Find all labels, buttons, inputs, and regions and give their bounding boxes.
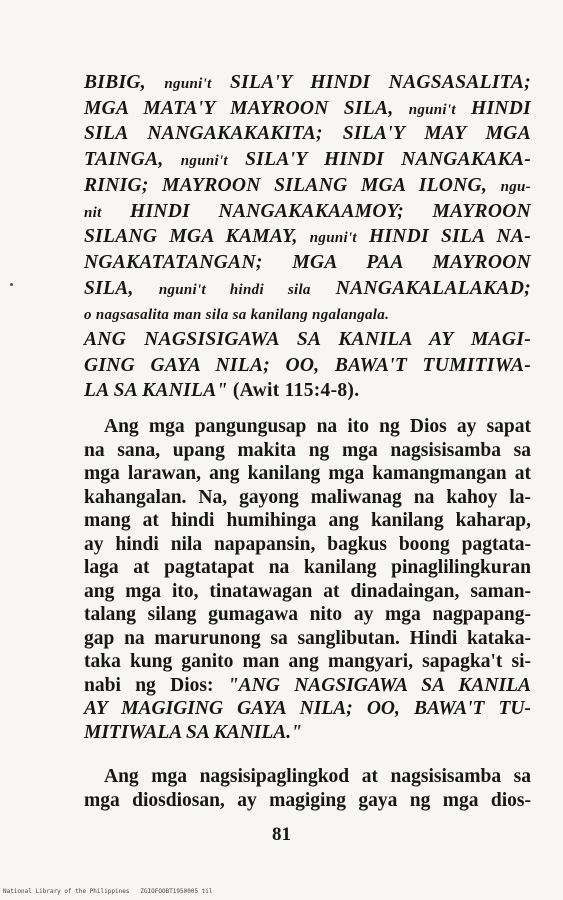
text-run: o nagsasalita man sila sa kanilang ngalangala. [84, 307, 390, 324]
text-run: SILANG MGA KAMAY, [84, 226, 310, 248]
text-run: HINDI NANGAKAKAAMOY; MAYROON [101, 200, 531, 222]
text-run: na sana, upang makita ng mga nagsisisamba sa [84, 439, 531, 461]
text-line [84, 353, 531, 378]
text-run: BIBIG, [84, 72, 165, 93]
text-run: MGA MATA'Y MAYROON SILA, [84, 97, 409, 119]
text-line [84, 696, 531, 721]
text-run: nguni't [309, 230, 357, 247]
text-line [84, 720, 531, 745]
text-line [84, 673, 531, 698]
text-run: HINDI SILA NA- [356, 226, 531, 248]
text-run: ay hindi nila napapansin, bagkus boong pagtata- [84, 533, 531, 555]
text-line [84, 121, 531, 146]
text-line [84, 173, 531, 198]
text-run: SILA NANGAKAKAKITA; SILA'Y MAY MGA [84, 123, 531, 145]
text-run: nguni't hindi sila [158, 281, 311, 298]
text-line [84, 788, 531, 813]
text-run: nit [84, 204, 102, 221]
text-run: ang mga ito, tinatawagan at dinadaingan, saman- [84, 580, 531, 602]
text-line [84, 461, 531, 486]
text-run: HINDI [455, 97, 532, 119]
text-line [84, 276, 531, 301]
text-run: SILA'Y HINDI NAGSASALITA; [211, 72, 531, 93]
text-run: laga at pagtatapat na kanilang pinaglilingkuran [84, 557, 531, 578]
text-run: MITIWALA SA KANILA." [84, 721, 302, 743]
text-line [84, 301, 531, 326]
text-line [84, 199, 531, 224]
text-run: RINIG; MAYROON SILANG MGA ILONG, [84, 174, 501, 196]
text-line [84, 70, 531, 95]
text-line [104, 414, 531, 439]
text-run: mga diosdiosan, ay magiging gaya ng mga dios- [84, 790, 531, 811]
text-run: Ang mga nagsisipaglingkod at nagsisisamba sa [104, 766, 531, 787]
text-run: talang silang gumagawa nito ay mga nagpapang- [84, 604, 531, 625]
text-run: GING GAYA NILA; OO, BAWA'T TUMITIWA- [84, 354, 531, 376]
text-line [84, 378, 531, 403]
text-line [84, 327, 531, 352]
text-run: AY MAGIGING GAYA NILA; OO, BAWA'T TU- [84, 698, 531, 719]
text-run: mga larawan, ang kanilang mga kamangmangan at [84, 463, 531, 484]
text-line [84, 579, 531, 604]
text-line [104, 764, 531, 789]
text-run: (Awit 115:4-8). [232, 380, 360, 402]
text-run: Ang mga pangungusap na ito ng Dios ay sapat [104, 416, 531, 437]
page-number: 81 [272, 824, 291, 845]
text-line [84, 485, 531, 510]
text-line [84, 147, 531, 172]
text-run: LA SA KANILA" [84, 380, 233, 402]
text-run: NGAKATATANGAN; MGA PAA MAYROON [84, 251, 531, 273]
text-line [84, 96, 531, 121]
text-run: nguni't [180, 153, 228, 170]
text-run: ANG NAGSISIGAWA SA KANILA AY MAGI- [84, 329, 531, 350]
text-line [84, 224, 531, 249]
scan-footer: National Library of the Philippines ZGIOFOOBT1950005 til [3, 888, 213, 895]
text-line [84, 532, 531, 557]
text-line [84, 626, 531, 651]
text-run: mang at hindi humihinga ang kanilang kaharap, [84, 510, 531, 531]
text-line [84, 649, 531, 674]
text-run: nabi ng Dios: [84, 674, 228, 696]
text-run: "ANG NAGSIGAWA SA KANILA [227, 674, 531, 696]
margin-mark [10, 283, 13, 286]
text-run: NANGAKALALAKAD; [310, 277, 532, 299]
text-run: nguni't [164, 76, 212, 92]
text-run: gap na marurunong sa sanglibutan. Hindi kataka- [84, 627, 531, 649]
text-line [84, 508, 531, 533]
text-run: SILA, [84, 277, 159, 299]
text-run: TAINGA, [84, 149, 181, 171]
text-run: SILA'Y HINDI NANGAKAKA- [227, 149, 531, 171]
text-line [84, 250, 531, 275]
text-run: ngu- [500, 178, 531, 195]
text-line [84, 602, 531, 627]
text-line [84, 555, 531, 580]
text-run: kahangalan. Na, gayong maliwanag na kahoy la- [84, 486, 531, 508]
text-run: taka kung ganito man ang mangyari, sapagka't si- [84, 651, 531, 672]
text-line [84, 438, 531, 463]
text-run: nguni't [408, 101, 456, 118]
